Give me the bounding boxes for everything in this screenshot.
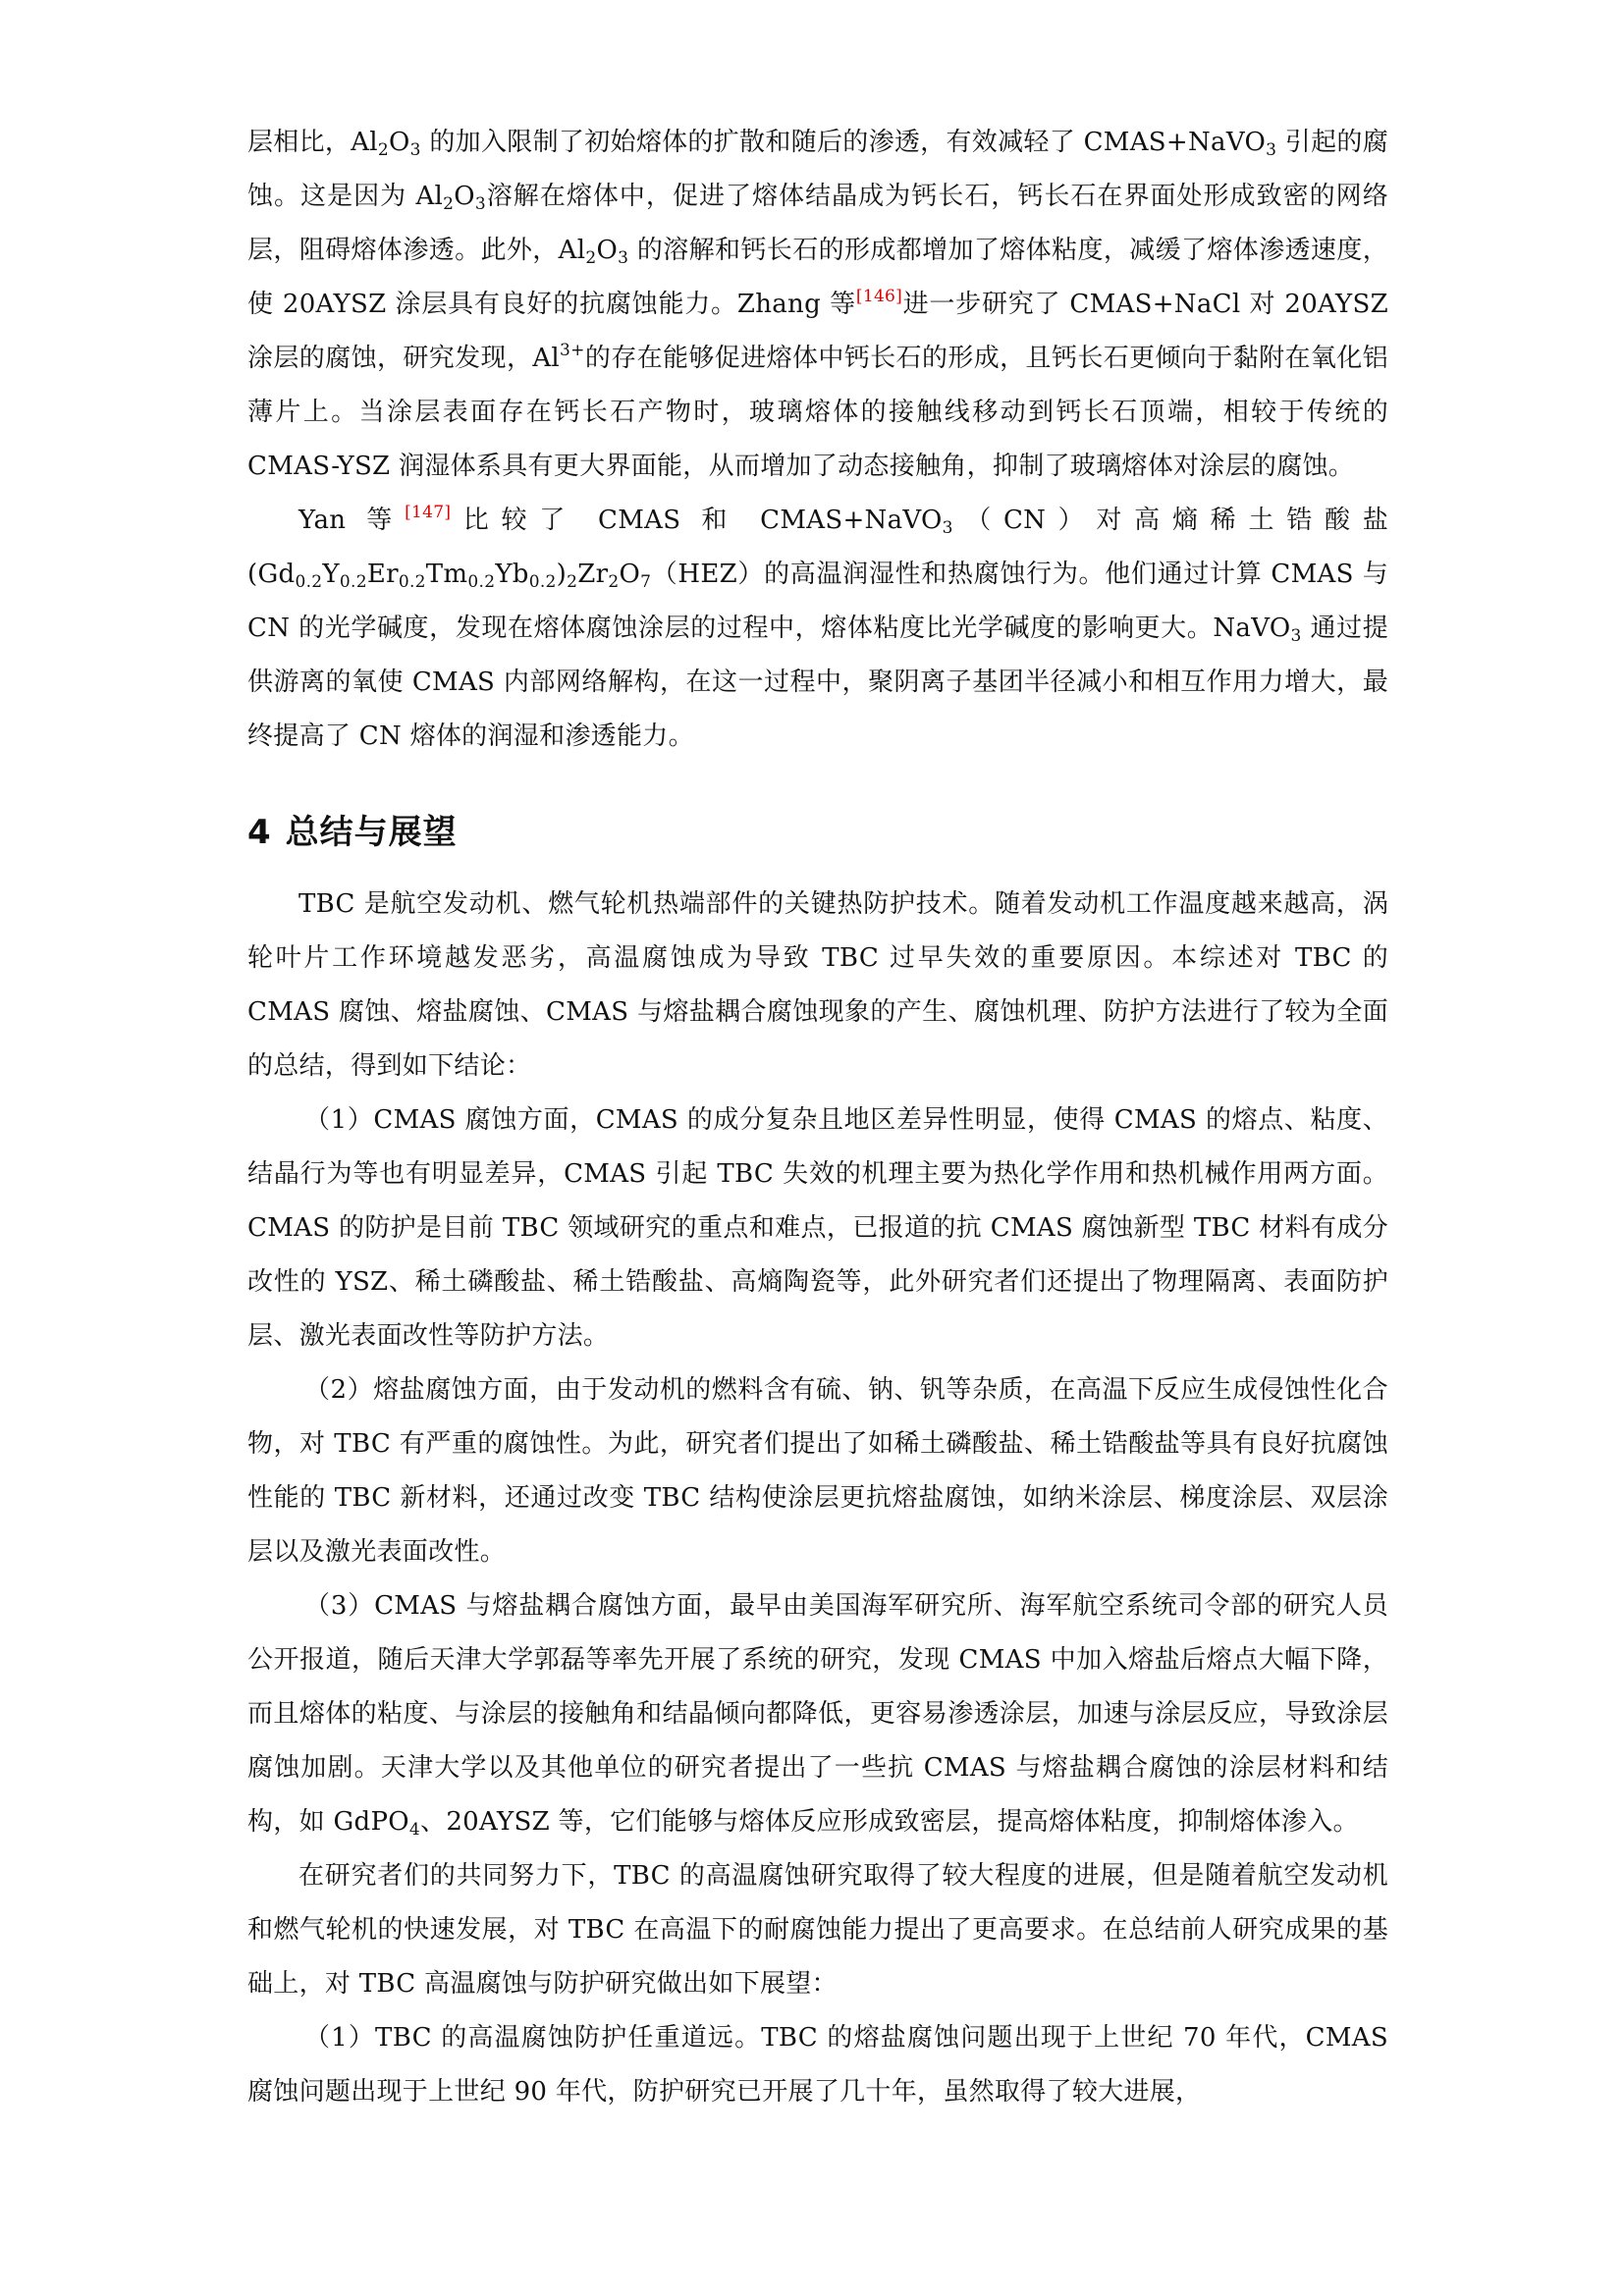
paragraph-al2o3-corrosion: 层相比，$Al_2O_3$ 的加入限制了初始熔体的扩散和随后的渗透，有效减轻了 CMAS+NaVO$_3$ 引起的腐蚀。这是因为 $Al_2O_3$溶解在熔体中，促进了熔体结晶成为钙长石，钙长石在界面处形成致密的网络层，阻碍熔体渗透。此外，$Al_2O_3$ 的溶解和钙长石的形成都增加了熔体粘度，减缓了熔体渗透速度，使 20AYSZ 涂层具有良好的抗腐蚀能力。Zhang 等[146]进一步研究了 CMAS+NaCl 对 20AYSZ 涂层的腐蚀，研究发现，$Al^{3+}$的存在能够促进熔体中钙长石的形成，且钙长石更倾向于黏附在氧化铝薄片上。当涂层表面存在钙长石产物时，玻璃熔体的接触线移动到钙长石顶端，相较于传统的 CMAS-YSZ 润湿体系具有更大界面能，从而增加了动态接触角，抑制了玻璃熔体对涂层的腐蚀。 [247, 128, 1389, 481]
paragraph-conclusion-3: （3）CMAS 与熔盐耦合腐蚀方面，最早由美国海军研究所、海军航空系统司令部的研究人员公开报道，随后天津大学郭磊等率先开展了系统的研究，发现 CMAS 中加入熔盐后熔点大幅下降，而且熔体的粘度、与涂层的接触角和结晶倾向都降低，更容易渗透涂层，加速与涂层反应，导致涂层腐蚀加剧。天津大学以及其他单位的研究者提出了一些抗 CMAS 与熔盐耦合腐蚀的涂层材料和结构，如 GdPO$_4$、20AYSZ 等，它们能够与熔体反应形成致密层，提高熔体粘度，抑制熔体渗入。 [247, 1591, 1388, 1840]
citation-146[interactable]: [146] [855, 287, 903, 306]
paragraph-conclusion-2: （2）熔盐腐蚀方面，由于发动机的燃料含有硫、钠、钒等杂质，在高温下反应生成侵蚀性化合物，对 TBC 有严重的腐蚀性。为此，研究者们提出了如稀土磷酸盐、稀土锆酸盐等具有良好抗腐蚀性能的 TBC 新材料，还通过改变 TBC 结构使涂层更抗熔盐腐蚀，如纳米涂层、梯度涂层、双层涂层以及激光表面改性。 [247, 1375, 1388, 1567]
page-content [247, 116, 1388, 2119]
section-heading [247, 803, 1388, 862]
paragraph-summary-intro: TBC 是航空发动机、燃气轮机热端部件的关键热防护技术。随着发动机工作温度越来越高，涡轮叶片工作环境越发恶劣，高温腐蚀成为导致 TBC 过早失效的重要原因。本综述对 TBC 的 CMAS 腐蚀、熔盐腐蚀、CMAS 与熔盐耦合腐蚀现象的产生、腐蚀机理、防护方法进行了较为全面的总结，得到如下结论： [247, 889, 1388, 1081]
citation-147[interactable]: [147] [405, 503, 452, 522]
section-number: 4 [247, 813, 272, 852]
section-title: 总结与展望 [285, 813, 458, 852]
paragraph-outlook-1: （1）TBC 的高温腐蚀防护任重道远。TBC 的熔盐腐蚀问题出现于上世纪 70 年代，CMAS 腐蚀问题出现于上世纪 90 年代，防护研究已开展了几十年，虽然取得了较大进展， [247, 2023, 1388, 2107]
paragraph-yan-hez: Yan 等[147]比较了 CMAS 和 CMAS+NaVO$_3$（CN）对高熵稀土锆酸盐 $(Gd_{0.2}Y_{0.2}Er_{0.2}Tm_{0.2}Yb_{0.2})_2Zr_2O_7(HEZ)$的高温润湿性和热腐蚀行为。他们通过计算 CMAS 与 CN 的光学碱度，发现在熔体腐蚀涂层的过程中，熔体粘度比光学碱度的影响更大。NaVO$_3$ 通过提供游离的氧使 CMAS 内部网络解构，在这一过程中，聚阴离子基团半径减小和相互作用力增大，最终提高了 CN 熔体的润湿和渗透能力。 [247, 503, 1389, 751]
paragraph-outlook-intro: 在研究者们的共同努力下，TBC 的高温腐蚀研究取得了较大程度的进展，但是随着航空发动机和燃气轮机的快速发展，对 TBC 在高温下的耐腐蚀能力提出了更高要求。在总结前人研究成果的基础上，对 TBC 高温腐蚀与防护研究做出如下展望： [247, 1861, 1388, 1999]
paragraph-conclusion-1: （1）CMAS 腐蚀方面，CMAS 的成分复杂且地区差异性明显，使得 CMAS 的熔点、粘度、结晶行为等也有明显差异，CMAS 引起 TBC 失效的机理主要为热化学作用和热机械作用两方面。CMAS 的防护是目前 TBC 领域研究的重点和难点，已报道的抗 CMAS 腐蚀新型 TBC 材料有成分改性的 YSZ、稀土磷酸盐、稀土锆酸盐、高熵陶瓷等，此外研究者们还提出了物理隔离、表面防护层、激光表面改性等防护方法。 [247, 1105, 1388, 1351]
